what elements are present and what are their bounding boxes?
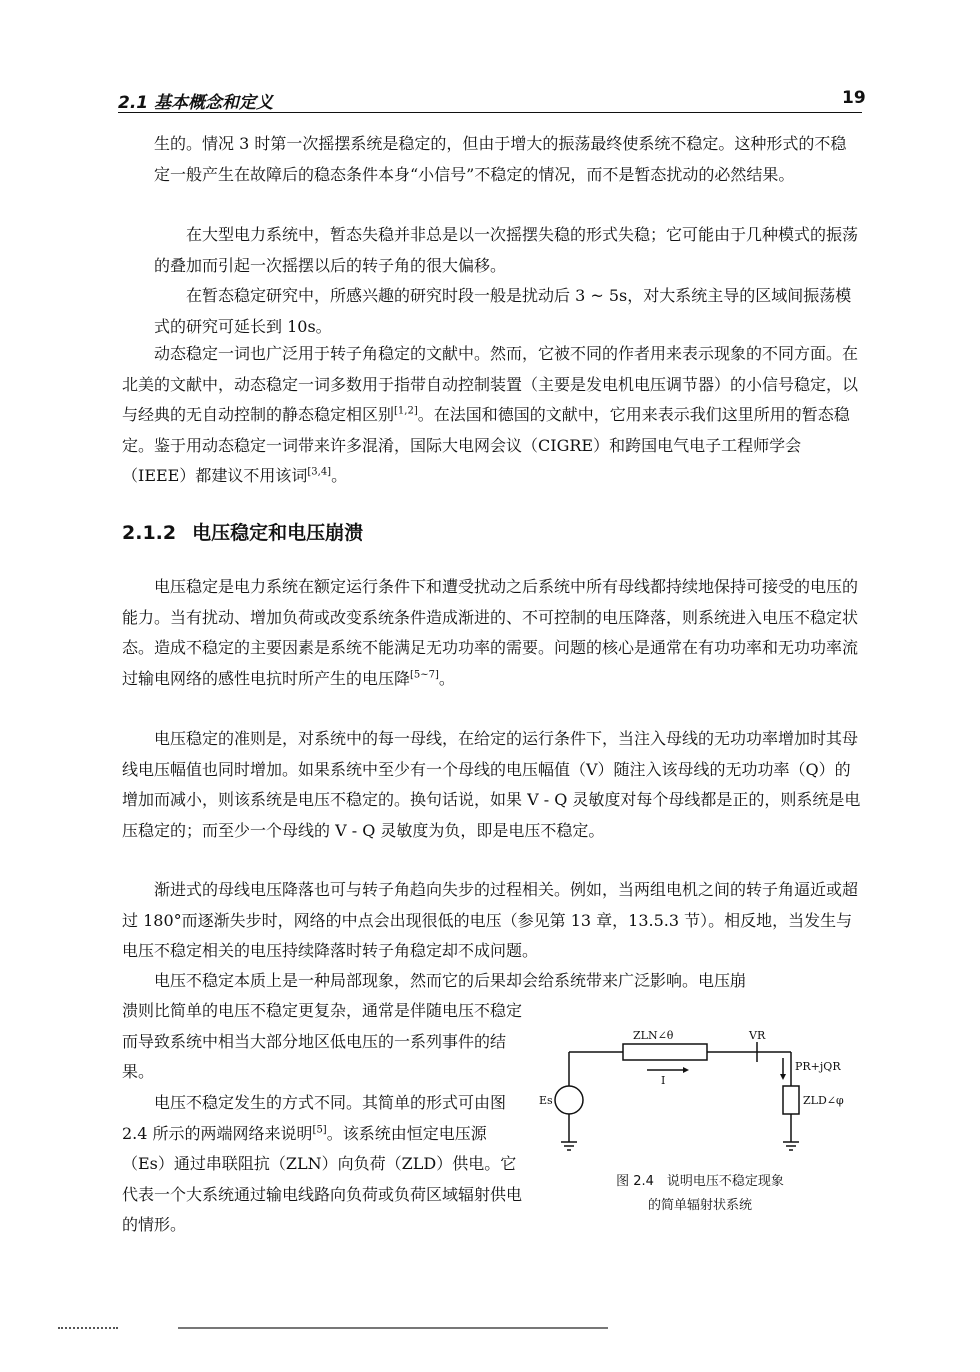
paragraph-progressive-drop: 渐进式的母线电压降落也可与转子角趋向失步的过程相关。例如，当两组电机之间的转子角逼近或超过 180°而逐渐失步时，网络的中点会出现很低的电压（参见第 13 章，13.5.3 节）。相反地，当发生与电压不稳定相关的电压持续降落时转子角稳定却不成问题。 bbox=[122, 880, 859, 960]
power-flow-arrow-head-icon bbox=[780, 1074, 786, 1080]
text-run: 电压不稳定发生的方式不同。其简单的形式可由图 2.4 所示的两端网络来说明 bbox=[122, 1093, 507, 1143]
footer-dotted-rule bbox=[58, 1327, 118, 1329]
caption-line: 图 2.4 说明电压不稳定现象 bbox=[616, 1174, 784, 1189]
current-arrow-head-icon bbox=[683, 1067, 689, 1073]
series-impedance-box bbox=[623, 1044, 707, 1060]
text-run: 动态稳定一词也广泛用于转子角稳定的文献中。然而，它被不同的作者用来表示现象的不同方面。在北美的文献中，动态稳定一词多数用于指带自动控制装置（主要是发电机电压调节器）的小信号稳定，以与经典的无自动控制的静态稳定相区别 bbox=[122, 344, 859, 424]
paragraph-voltage-stability-definition bbox=[122, 572, 862, 694]
label-vr: VR bbox=[749, 1029, 766, 1042]
label-current: I bbox=[661, 1074, 666, 1087]
label-zln: ZLN∠θ bbox=[633, 1029, 674, 1042]
citation: [1,2] bbox=[394, 405, 418, 417]
label-es: Es bbox=[539, 1094, 553, 1107]
text-run: 。 bbox=[438, 668, 455, 688]
paragraph-simple-form bbox=[122, 1088, 530, 1241]
paragraph-voltage-stability-criterion: 电压稳定的准则是，对系统中的每一母线，在给定的运行条件下，当注入母线的无功功率增加时其母线电压幅值也同时增加。如果系统中至少有一个母线的电压幅值（V）随注入该母线的无功功率（Q）的增加而减小，则该系统是电压不稳定的。换句话说，如果 V - Q 灵敏度对每个母线都是正的，则系统是电压稳定的；而至少一个母线的 V - Q 灵敏度为负，即是电压不稳定。 bbox=[122, 729, 861, 840]
text-run: 。 bbox=[331, 466, 348, 485]
label-load-power: PR+jQR bbox=[795, 1060, 841, 1073]
figure-caption bbox=[545, 1170, 855, 1218]
paragraph-collapse-rest: 溃则比简单的电压不稳定更复杂，通常是伴随电压不稳定而导致系统中相当大部分地区低电压的一系列事件的结果。 bbox=[122, 1001, 523, 1081]
text-run: 。该系统由恒定电压源（Es）通过串联阻抗（ZLN）向负荷（ZLD）供电。它代表一个大系统通过输电线路向负荷或负荷区域辐射供电的情形。 bbox=[122, 1123, 523, 1234]
caption-line: 的简单辐射状系统 bbox=[647, 1198, 752, 1213]
text-run: 电压稳定是电力系统在额定运行条件下和遭受扰动之后系统中所有母线都持续地保持可接受的电压的能力。当有扰动、增加负荷或改变系统条件造成渐进的、不可控制的电压降落，则系统进入电压不稳定状态。造成不稳定的主要因素是系统不能满足无功功率的需要。问题的核心是通常在有功功率和无功功率流过输电网络的感性电抗时所产生的电压降 bbox=[122, 577, 859, 688]
header-rule bbox=[118, 112, 862, 113]
load-impedance-box bbox=[783, 1086, 799, 1114]
section-heading bbox=[122, 518, 363, 545]
label-zld: ZLD∠φ bbox=[803, 1094, 844, 1107]
section-title: 电压稳定和电压崩溃 bbox=[192, 522, 364, 544]
paragraph-case3: 生的。情况 3 时第一次摇摆系统是稳定的，但由于增大的振荡最终使系统不稳定。这种形式的不稳定一般产生在故障后的稳态条件本身“小信号”不稳定的情况，而不是暂态扰动的必然结果。 bbox=[154, 134, 847, 184]
text-run: 。在法国和德国的文献中，它用来表示我们这里所用的暂态稳定。鉴于用动态稳定一词带来许多混淆，国际大电网会议（CIGRE）和跨国电气电子工程师学会（IEEE）都建议不用该词 bbox=[122, 405, 850, 485]
paragraph-dynamic-stability bbox=[122, 339, 862, 492]
citation: [5] bbox=[312, 1124, 327, 1136]
voltage-source-icon bbox=[555, 1086, 583, 1114]
figure-2-4-radial-system bbox=[535, 1024, 865, 1166]
citation: [3,4] bbox=[307, 466, 332, 478]
footer-rule bbox=[178, 1327, 608, 1329]
section-number: 2.1.2 bbox=[122, 522, 177, 544]
paragraph-large-system: 在大型电力系统中，暂态失稳并非总是以一次摇摆失稳的形式失稳；它可能由于几种模式的振荡的叠加而引起一次摇摆以后的转子角的很大偏移。 bbox=[154, 225, 859, 275]
paragraph-transient-period: 在暂态稳定研究中，所感兴趣的研究时段一般是扰动后 3 ~ 5s，对大系统主导的区域间振荡模式的研究可延长到 10s。 bbox=[154, 286, 852, 336]
running-header-section: 2.1 基本概念和定义 bbox=[118, 93, 274, 113]
page-number: 19 bbox=[842, 88, 866, 108]
paragraph-collapse-line1: 电压不稳定本质上是一种局部现象，然而它的后果却会给系统带来广泛影响。电压崩 bbox=[154, 971, 747, 990]
citation: [5~7] bbox=[410, 669, 439, 681]
